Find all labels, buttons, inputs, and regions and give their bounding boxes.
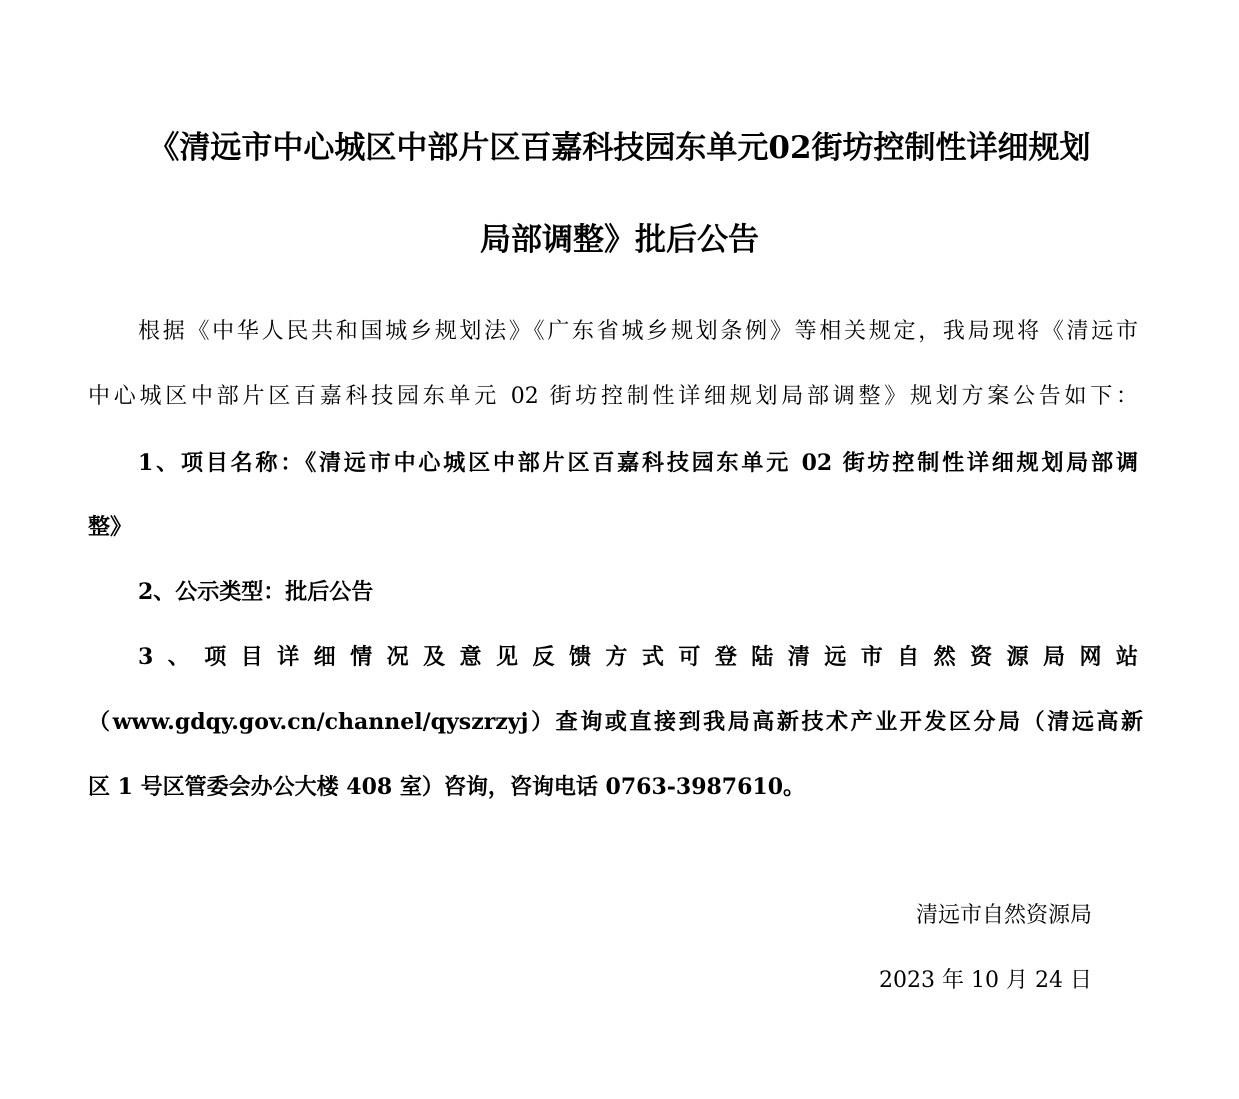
- intro-paragraph-line-2: 中心城区中部片区百嘉科技园东单元 02 街坊控制性详细规划局部调整》规划方案公告如下：: [88, 384, 1138, 409]
- item-2-notice-type: 2、公示类型：批后公告: [138, 579, 374, 605]
- notice-title-line-1: 《清远市中心城区中部片区百嘉科技园东单元02街坊控制性详细规划: [148, 130, 1091, 166]
- item-3-details-line-1: 3、项目详细情况及意见反馈方式可登陆清远市自然资源局网站: [138, 644, 1138, 670]
- signature-date: 2023 年 10 月 24 日: [879, 968, 1092, 993]
- item-3-details-line-2: （www.gdqy.gov.cn/channel/qyszrzyj）查询或直接到我局高新技术产业开发区分局（清远高新: [88, 709, 1143, 735]
- signature-organization: 清远市自然资源局: [915, 903, 1092, 928]
- notice-title-line-2: 局部调整》批后公告: [480, 222, 759, 258]
- intro-paragraph-line-1: 根据《中华人民共和国城乡规划法》《广东省城乡规划条例》等相关规定，我局现将《清远市: [138, 319, 1138, 344]
- item-1-project-name-line-2: 整》: [88, 514, 133, 540]
- item-3-details-line-3: 区 1 号区管委会办公大楼 408 室）咨询，咨询电话 0763-3987610。: [88, 774, 806, 800]
- item-1-project-name-line-1: 1、项目名称：《清远市中心城区中部片区百嘉科技园东单元 02 街坊控制性详细规划局部调: [138, 450, 1138, 476]
